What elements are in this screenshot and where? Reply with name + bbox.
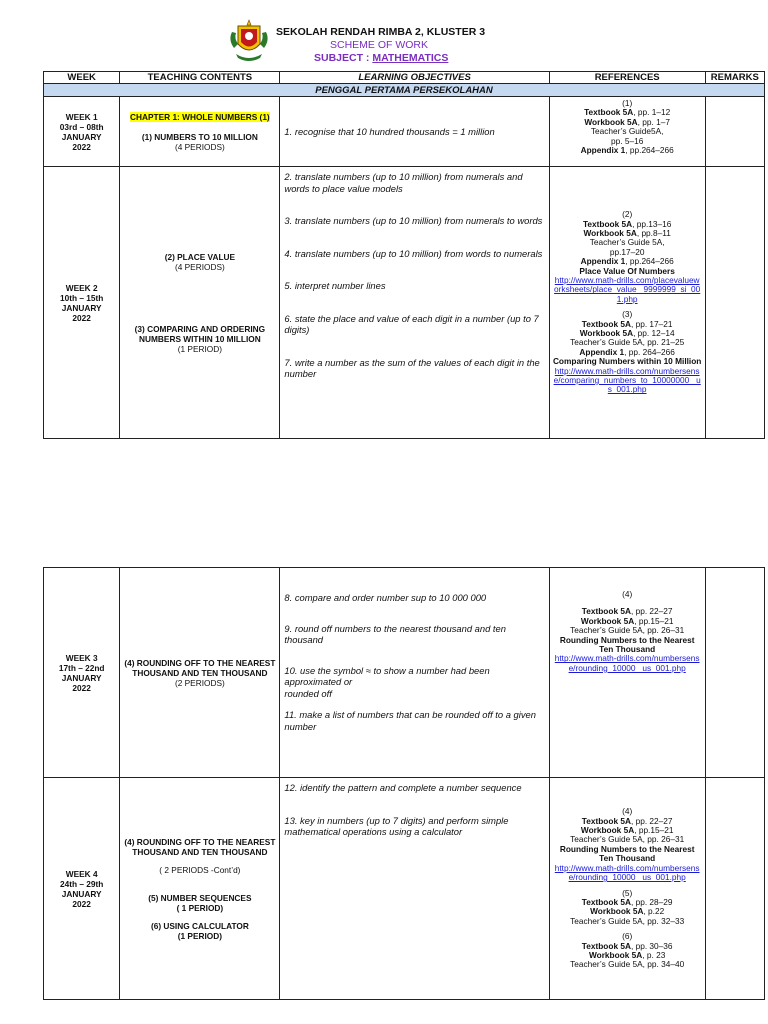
objective-item: 4. translate numbers (up to 10 million) from words to numerals xyxy=(284,247,543,259)
week-dates: 24th – 29th xyxy=(59,878,104,889)
ref-link[interactable]: http://www.math-drills.com/numbersense/rounding_10000_ us_001.php xyxy=(554,653,700,673)
week-label: WEEK 3 xyxy=(65,652,98,663)
col-references: REFERENCES xyxy=(549,72,705,84)
school-name: SEKOLAH RENDAH RIMBA 2, KLUSTER 3 xyxy=(276,26,486,38)
week-cell xyxy=(44,778,120,1000)
col-remarks: REMARKS xyxy=(705,72,764,84)
ref-appendix: Appendix 1 xyxy=(580,145,626,156)
scheme-table-2 xyxy=(43,567,765,1000)
col-objectives: LEARNING OBJECTIVES xyxy=(280,72,549,84)
ref-link[interactable]: http://www.math-drills.com/numbersense/rounding_10000_ us_001.php xyxy=(554,862,700,883)
ref-number: (5) xyxy=(622,887,633,898)
objective-item: 3. translate numbers (up to 10 million) from numerals to words xyxy=(284,215,543,226)
ref-appendix: Appendix 1 xyxy=(579,346,625,357)
week-cell xyxy=(44,568,120,778)
ref-appendix-pages: , pp. 264–266 xyxy=(624,346,675,357)
references-cell xyxy=(549,97,705,167)
ref-teachers-guide: Teacher’s Guide 5A, xyxy=(589,237,665,248)
ref-teachers-guide: Teacher’s Guide 5A, pp. 34–40 xyxy=(570,959,685,970)
ref-resource-title: Comparing Numbers within 10 Million xyxy=(552,356,702,367)
ref-workbook-pages: , pp.8–11 xyxy=(636,227,671,238)
topic-title: (6) USING CALCULATOR xyxy=(150,920,249,931)
ref-teachers-guide: Teacher’s Guide5A, xyxy=(590,126,664,137)
ref-textbook-pages: , pp. 22–27 xyxy=(630,815,673,826)
week-year: 2022 xyxy=(72,312,91,323)
objectives-cell xyxy=(280,97,549,167)
objectives-cell xyxy=(280,568,549,778)
week-cell xyxy=(44,97,120,167)
ref-resource-title: Place Value Of Numbers xyxy=(579,265,675,276)
ref-teachers-guide: Teacher’s Guide 5A, pp. 26–31 xyxy=(570,625,685,636)
objective-item: 9. round off numbers to the nearest thousand and ten thousand xyxy=(284,622,506,645)
ref-number: (4) xyxy=(622,589,633,599)
topic-title: (1) NUMBERS TO 10 MILLION xyxy=(141,131,258,142)
objective-item: 1. recognise that 10 hundred thousands = 1 million xyxy=(284,125,495,137)
references-cell xyxy=(549,778,705,1000)
ref-workbook: Workbook 5A xyxy=(588,949,643,960)
remarks-cell xyxy=(705,568,764,778)
ref-teachers-guide: Teacher’s Guide 5A, pp. 21–25 xyxy=(570,337,685,348)
topic-periods: (4 PERIODS) xyxy=(174,261,225,272)
topic-periods: ( 1 PERIOD) xyxy=(176,902,224,913)
contents-cell xyxy=(120,97,280,167)
ref-workbook: Workbook 5A xyxy=(583,227,637,238)
ref-number: (4) xyxy=(622,806,633,817)
references-cell xyxy=(549,568,705,778)
week-year: 2022 xyxy=(72,141,91,152)
ref-appendix: Appendix 1 xyxy=(580,256,626,267)
ref-resource-title: Rounding Numbers to the Nearest Ten Thousand xyxy=(559,634,695,655)
ref-textbook: Textbook 5A xyxy=(581,606,631,617)
col-contents: TEACHING CONTENTS xyxy=(120,72,280,84)
ref-teachers-guide-pages: pp. 5–16 xyxy=(611,135,644,146)
objective-item: 2. translate numbers (up to 10 million) from numerals and words to place value models xyxy=(284,171,523,194)
scheme-table-1 xyxy=(43,71,765,439)
week-year: 2022 xyxy=(72,682,91,693)
penggal-label: PENGGAL PERTAMA PERSEKOLAHAN xyxy=(44,84,765,97)
week-label: WEEK 2 xyxy=(65,282,98,293)
ref-workbook: Workbook 5A xyxy=(579,328,634,339)
ref-appendix-pages: , pp.264–266 xyxy=(625,256,674,267)
topic-title: (5) NUMBER SEQUENCES xyxy=(148,892,252,903)
ref-resource-title: Rounding Numbers to the Nearest Ten Thousand xyxy=(559,843,695,864)
ref-number: (3) xyxy=(622,309,633,320)
ref-workbook-pages: , pp.15–21 xyxy=(634,615,674,626)
ref-workbook-pages: , p.22 xyxy=(643,906,665,917)
ref-number: (6) xyxy=(622,931,633,942)
objectives-cell xyxy=(280,778,549,1000)
scheme-title: SCHEME OF WORK xyxy=(330,39,429,51)
ref-textbook-pages: , pp.13–16 xyxy=(632,218,672,229)
objective-item: 7. write a number as the sum of the values of each digit in the number xyxy=(284,356,540,379)
week-dates: 10th – 15th xyxy=(59,292,104,303)
week-month: JANUARY xyxy=(61,672,102,683)
remarks-cell xyxy=(705,167,764,439)
topic-periods: (4 PERIODS) xyxy=(174,141,225,152)
ref-textbook: Textbook 5A xyxy=(581,815,631,826)
ref-textbook-pages: , pp. 22–27 xyxy=(630,606,673,617)
penggal-row xyxy=(44,84,765,97)
objective-item: rounded off xyxy=(284,687,332,699)
ref-workbook: Workbook 5A xyxy=(580,825,635,836)
ref-textbook: Textbook 5A xyxy=(584,107,634,118)
ref-workbook: Workbook 5A xyxy=(590,906,644,917)
ref-workbook-pages: , p. 23 xyxy=(642,949,666,960)
subject-name: MATHEMATICS xyxy=(372,52,449,64)
week-month: JANUARY xyxy=(61,131,102,142)
ref-textbook: Textbook 5A xyxy=(582,218,633,229)
week-label: WEEK 1 xyxy=(65,111,98,122)
ref-textbook-pages: , pp. 1–12 xyxy=(633,107,671,118)
objective-item: 6. state the place and value of each digit in a number (up to 7 digits) xyxy=(284,312,539,335)
topic-title: (4) ROUNDING OFF TO THE NEAREST THOUSAND AND TEN THOUSAND xyxy=(124,836,276,857)
ref-textbook-pages: , pp. 30–36 xyxy=(630,940,673,951)
ref-appendix-pages: , pp.264–266 xyxy=(625,145,674,156)
week-month: JANUARY xyxy=(61,302,102,313)
contents-cell xyxy=(120,778,280,1000)
ref-teachers-guide: Teacher’s Guide 5A, pp. 26–31 xyxy=(570,834,685,845)
ref-link[interactable]: http://www.math-drills.com/placevalueworksheets/place_value_ 9999999_si_001.php xyxy=(554,274,701,304)
chapter-title: CHAPTER 1: WHOLE NUMBERS (1) xyxy=(130,111,270,122)
subject-prefix: SUBJECT : xyxy=(314,52,373,64)
week-label: WEEK 4 xyxy=(65,868,98,879)
topic-periods: (1 PERIOD) xyxy=(177,343,222,354)
ref-teachers-guide-pages: pp.17–20 xyxy=(609,246,645,257)
topic-title: (3) COMPARING AND ORDERING NUMBERS WITHIN 10 MILLION xyxy=(134,323,266,344)
objective-item: 8. compare and order number sup to 10 000 000 xyxy=(284,592,487,603)
ref-textbook-pages: , pp. 28–29 xyxy=(630,896,673,907)
references-cell xyxy=(549,167,705,439)
topic-periods: (1 PERIOD) xyxy=(177,930,222,941)
topic-title: (4) ROUNDING OFF TO THE NEAREST THOUSAND AND TEN THOUSAND xyxy=(124,657,276,678)
ref-textbook-pages: , pp. 17–21 xyxy=(630,318,673,329)
objective-item: 12. identify the pattern and complete a number sequence xyxy=(284,782,522,793)
week-cell xyxy=(44,167,120,439)
ref-workbook: Workbook 5A xyxy=(584,116,638,127)
objective-item: 13. key in numbers (up to 7 digits) and perform simple mathematical operations using a calculator xyxy=(284,814,509,837)
ref-workbook: Workbook 5A xyxy=(580,615,635,626)
ref-workbook-pages: , pp. 1–7 xyxy=(637,116,670,127)
topic-periods: ( 2 PERIODS -Cont’d) xyxy=(159,864,241,875)
subject-line xyxy=(314,52,574,64)
week-year: 2022 xyxy=(72,898,91,909)
ref-workbook-pages: , pp.15–21 xyxy=(634,825,674,836)
ref-link[interactable]: http://www.math-drills.com/numbersense/comparing_numbers_to_10000000_ us_001.php xyxy=(553,365,701,395)
topic-periods: (2 PERIODS) xyxy=(174,677,225,688)
topic-title: (2) PLACE VALUE xyxy=(164,251,236,262)
ref-textbook: Textbook 5A xyxy=(581,940,631,951)
objective-item: 10. use the symbol ≈ to show a number had been approximated or xyxy=(284,664,490,687)
ref-textbook: Textbook 5A xyxy=(581,896,631,907)
ref-workbook-pages: , pp. 12–14 xyxy=(633,328,675,339)
remarks-cell xyxy=(705,97,764,167)
week-dates: 17th – 22nd xyxy=(58,662,105,673)
week-dates: 03rd – 08th xyxy=(59,121,104,132)
header-row xyxy=(44,72,765,84)
ref-number: (1) xyxy=(622,98,633,108)
table-row xyxy=(44,167,765,439)
contents-cell xyxy=(120,167,280,439)
school-crest-icon xyxy=(226,18,272,64)
ref-textbook: Textbook 5A xyxy=(581,318,631,329)
contents-cell xyxy=(120,568,280,778)
table-row xyxy=(44,568,765,778)
ref-number: (2) xyxy=(622,209,633,220)
objective-item: 11. make a list of numbers that can be rounded off to a given number xyxy=(284,709,536,732)
col-week: WEEK xyxy=(44,72,120,84)
objective-item: 5. interpret number lines xyxy=(284,280,386,291)
ref-teachers-guide: Teacher’s Guide 5A, pp. 32–33 xyxy=(570,915,685,926)
table-row xyxy=(44,97,765,167)
objectives-cell xyxy=(280,167,549,439)
remarks-cell xyxy=(705,778,764,1000)
week-month: JANUARY xyxy=(61,888,102,899)
table-row xyxy=(44,778,765,1000)
